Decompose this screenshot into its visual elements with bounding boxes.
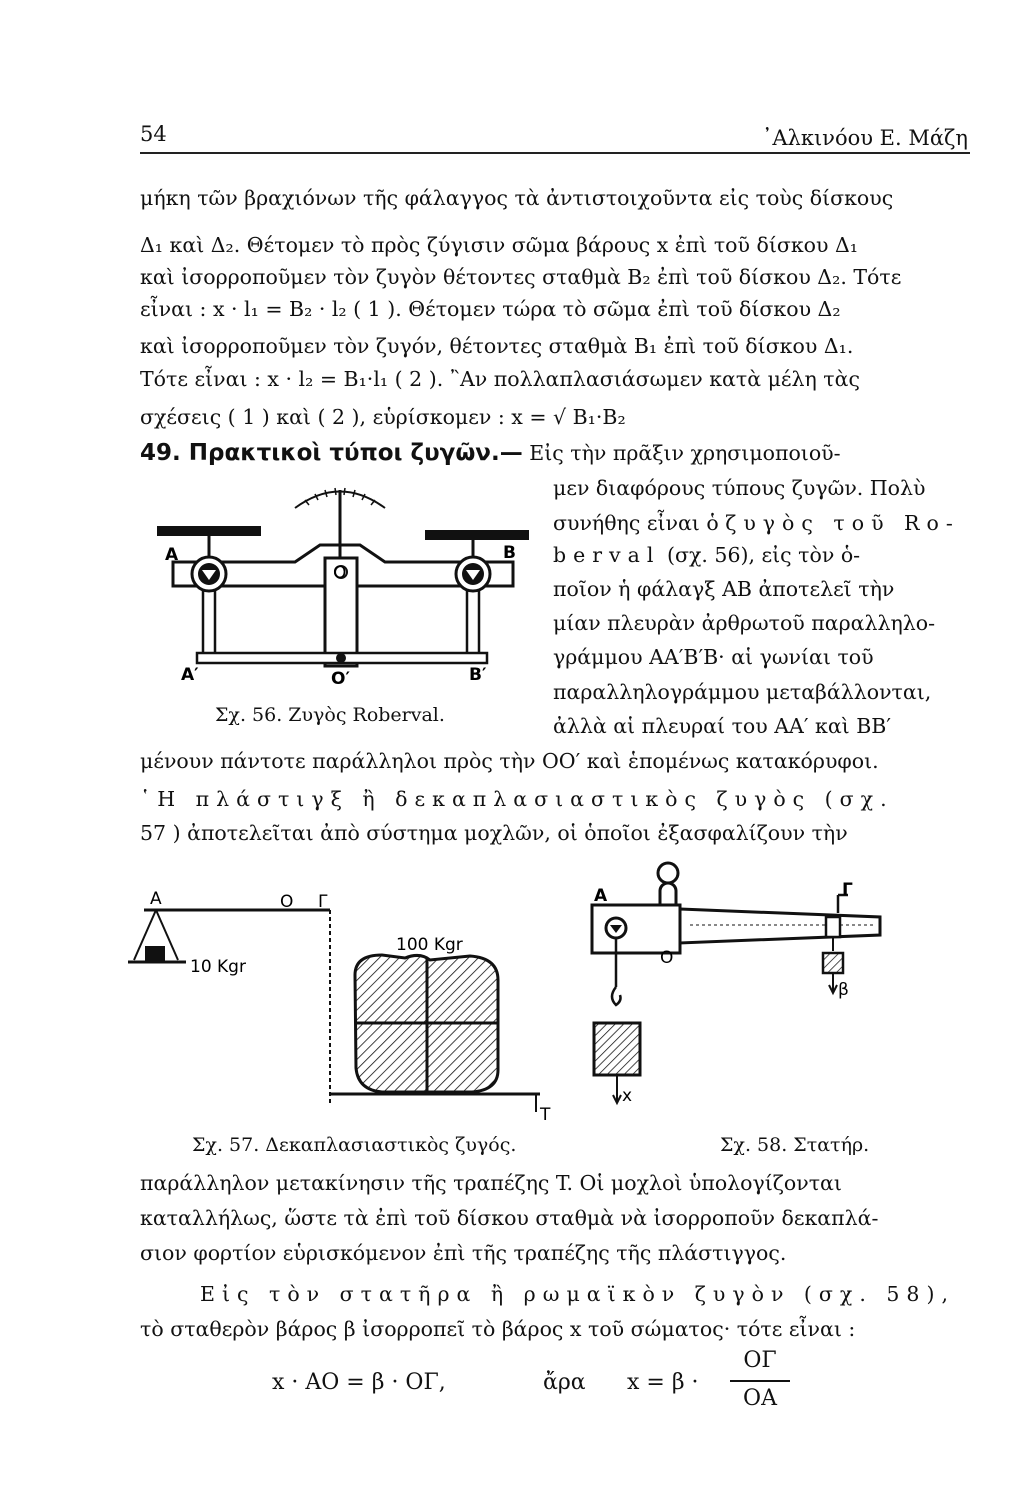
- label-A-prime: A′: [181, 665, 199, 685]
- label-O-prime: O′: [331, 669, 350, 689]
- fraction-numerator: OΓ: [743, 1348, 777, 1373]
- spaced-term: Εἰς τὸν στατῆρα ἢ ρωμαϊκὸν ζυγὸν (σχ. 58),: [200, 1282, 955, 1306]
- load-x: [594, 1023, 640, 1075]
- text-line: Τότε εἶναι : x · l₂ = B₁·l₁ ( 2 ). ῍Αν πολλαπλασιάσωμεν κατὰ μέλη τὰς: [140, 367, 860, 391]
- text-line: [140, 786, 894, 812]
- label-O: O: [333, 563, 347, 583]
- running-header-author: ᾿Αλκινόου Ε. Μάζη: [761, 126, 968, 150]
- equation-left: x · AO = β · OΓ,: [272, 1370, 446, 1395]
- label-O: O: [280, 892, 294, 912]
- text-line: [553, 542, 860, 568]
- label-O: O: [660, 948, 674, 968]
- label-x: x: [622, 1086, 633, 1106]
- section-49-line: [140, 440, 841, 466]
- fig56-caption: Σχ. 56. Ζυγὸς Roberval.: [215, 704, 445, 726]
- rider: [826, 917, 840, 937]
- equation-connector: ἄρα: [543, 1370, 586, 1395]
- fig56-roberval-balance: [135, 470, 545, 690]
- label-beta: β: [838, 980, 849, 1000]
- fig58-caption: Σχ. 58. Στατήρ.: [720, 1134, 870, 1156]
- weight-beta: [823, 953, 843, 973]
- spaced-term: ζυγὸς τοῦ Ro-: [725, 511, 960, 535]
- fraction-bar: [730, 1380, 790, 1382]
- equation-right-lhs: x = β ·: [627, 1370, 699, 1395]
- fig57-caption: Σχ. 57. Δεκαπλασιαστικὸς ζυγός.: [192, 1134, 517, 1156]
- label-A: A: [150, 889, 162, 909]
- fig58-steelyard: [580, 855, 920, 1115]
- page-number: 54: [140, 122, 167, 146]
- text-line: μεν διαφόρους τύπους ζυγῶν. Πολὺ: [553, 476, 926, 500]
- text-line: γράμμου AA′B′B· αἱ γωνίαι τοῦ: [553, 645, 874, 669]
- text-line: σχέσεις ( 1 ) καὶ ( 2 ), εὑρίσκομεν : x = √ B₁·B₂: [140, 405, 626, 429]
- text-line: καταλλήλως, ὥστε τὰ ἐπὶ τοῦ δίσκου σταθμὰ νὰ ἰσορροποῦν δεκαπλά-: [140, 1206, 879, 1230]
- label-G: Γ: [842, 880, 853, 900]
- text-line: εἶναι : x · l₁ = B₂ · l₂ ( 1 ). Θέτομεν τώρα τὸ σῶμα ἐπὶ τοῦ δίσκου Δ₂: [140, 297, 841, 321]
- right-pan: [425, 530, 529, 540]
- text-span: Εἰς τὴν πρᾶξιν χρησιμοποιοῦ-: [529, 441, 841, 465]
- text-line: καὶ ἰσορροποῦμεν τὸν ζυγὸν θέτοντες σταθμὰ B₂ ἐπὶ τοῦ δίσκου Δ₂. Τότε: [140, 265, 902, 289]
- text-line: παραλληλογράμμου μεταβάλλονται,: [553, 680, 932, 704]
- suspension-ring: [658, 863, 678, 883]
- label-A: A: [594, 886, 608, 906]
- label-A: A: [165, 545, 179, 565]
- label-G: Γ: [318, 892, 328, 912]
- text-line: τὸ σταθερὸν βάρος β ἰσορροπεῖ τὸ βάρος x τοῦ σώματος· τότε εἶναι :: [140, 1317, 856, 1341]
- hook: [612, 987, 621, 1005]
- text-line: Δ₁ καὶ Δ₂. Θέτομεν τὸ πρὸς ζύγισιν σῶμα βάρους x ἐπὶ τοῦ δίσκου Δ₁: [140, 233, 859, 257]
- spaced-term: berval: [553, 543, 661, 567]
- beam-arm: [680, 909, 880, 943]
- header-rule: [140, 152, 970, 154]
- text-line: παράλληλον μετακίνησιν τῆς τραπέζης T. Οἱ μοχλοὶ ὑπολογίζονται: [140, 1171, 842, 1195]
- text-line: [200, 1281, 955, 1307]
- label-B-prime: B′: [469, 665, 487, 685]
- text-line: μίαν πλευρὰν ἀρθρωτοῦ παραλληλο-: [553, 611, 936, 635]
- text-line: σιον φορτίον εὑρισκόμενον ἐπὶ τῆς τραπέζης τῆς πλάστιγγος.: [140, 1241, 787, 1265]
- text-line: ποῖον ἡ φάλαγξ AB ἀποτελεῖ τὴν: [553, 577, 895, 601]
- label-B: B: [503, 543, 516, 563]
- spaced-term: ῾Η πλάστιγξ ἢ δεκαπλασιαστικὸς ζυγὸς (σχ.: [140, 787, 894, 811]
- left-pan: [157, 526, 261, 536]
- text-line: καὶ ἰσορροποῦμεν τὸν ζυγόν, θέτοντες σταθμὰ B₁ ἐπὶ τοῦ δίσκου Δ₁.: [140, 334, 854, 358]
- label-T: T: [540, 1105, 551, 1125]
- small-weight-label: 10 Kgr: [190, 957, 246, 977]
- text-span: συνήθης εἶναι ὁ: [553, 511, 719, 535]
- fig57-decimal-balance: [120, 880, 560, 1125]
- text-line: ἀλλὰ αἱ πλευραί του AA′ καὶ BB′: [553, 714, 892, 738]
- text-line: [553, 510, 960, 536]
- text-span: (σχ. 56), εἰς τὸν ὁ-: [666, 543, 861, 567]
- text-line: 57 ) ἀποτελεῖται ἀπὸ σύστημα μοχλῶν, οἱ ὁποῖοι ἐξασφαλίζουν τὴν: [140, 821, 848, 845]
- fraction-denominator: OA: [743, 1386, 777, 1411]
- text-line: μένουν πάντοτε παράλληλοι πρὸς τὴν OO′ καὶ ἑπομένως κατακόρυφοι.: [140, 749, 879, 773]
- small-weight: [145, 946, 165, 962]
- big-load-label: 100 Kgr: [396, 935, 463, 955]
- section-heading: 49. Πρακτικοὶ τύποι ζυγῶν.—: [140, 440, 523, 466]
- text-line: μήκη τῶν βραχιόνων τῆς φάλαγγος τὰ ἀντιστοιχοῦντα εἰς τοὺς δίσκους: [140, 186, 894, 210]
